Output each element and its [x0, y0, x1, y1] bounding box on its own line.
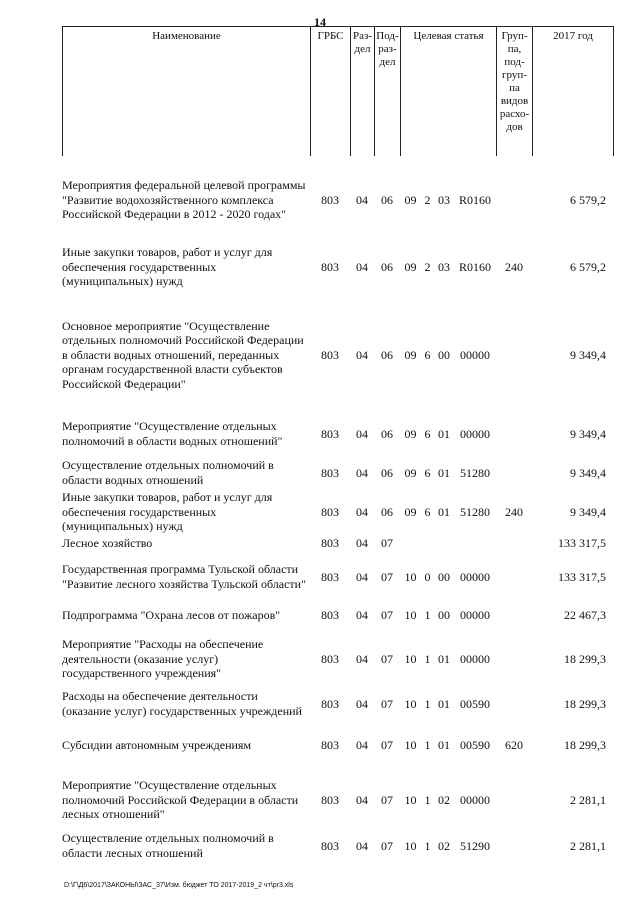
row-name: Мероприятие "Осуществление отдельных полномочий Российской Федерации в области лесных отношений": [62, 778, 299, 822]
cell-t1: 10: [404, 737, 417, 752]
cell-t2: 1: [424, 838, 431, 853]
cell-podr: 06: [381, 192, 393, 207]
row-name: Мероприятие "Расходы на обеспечение деятельности (оказание услуг) государственного учреждения": [62, 637, 264, 681]
cell-amount: 2 281,1: [570, 838, 606, 853]
row-name: Осуществление отдельных полномочий в области лесных отношений: [62, 831, 274, 860]
cell-podr: 07: [381, 569, 393, 584]
cell-t2: 2: [424, 192, 431, 207]
cell-t2: 2: [424, 259, 431, 274]
cell-amount: 9 349,4: [570, 504, 606, 519]
header-name: Наименование: [63, 27, 311, 156]
cell-grbs: 803: [321, 192, 339, 207]
row-name: Основное мероприятие "Осуществление отдельных полномочий Российской Федерации в области водных отношений, переданных органам государственной власти субъектов Российской Федерации": [62, 318, 304, 391]
cell-t4: 00000: [460, 426, 490, 441]
cell-grbs: 803: [321, 259, 339, 274]
cell-amount: 22 467,3: [564, 607, 606, 622]
row-name: Осуществление отдельных полномочий в области водных отношений: [62, 458, 274, 487]
page-number: 14: [314, 15, 326, 29]
cell-podr: 07: [381, 535, 393, 550]
cell-grbs: 803: [321, 347, 339, 362]
cell-amount: 18 299,3: [564, 737, 606, 752]
cell-t3: 01: [438, 737, 450, 752]
cell-t3: 01: [438, 465, 450, 480]
cell-t1: 10: [404, 569, 417, 584]
cell-t1: 10: [404, 792, 417, 807]
cell-t2: 6: [424, 347, 431, 362]
cell-podr: 07: [381, 737, 393, 752]
cell-razdel: 04: [356, 504, 368, 519]
table-row: [62, 637, 612, 681]
cell-grbs: 803: [321, 838, 339, 853]
cell-grbs: 803: [321, 607, 339, 622]
cell-t3: 00: [438, 607, 450, 622]
row-name: Расходы на обеспечение деятельности (оказание услуг) государственных учреждений: [62, 689, 302, 718]
row-name: Иные закупки товаров, работ и услуг для обеспечения государственных (муниципальных) нужд: [62, 490, 273, 534]
cell-t1: 09: [404, 347, 417, 362]
cell-t1: 10: [404, 651, 417, 666]
cell-t4: 51290: [460, 838, 490, 853]
table-row: [62, 417, 612, 451]
header-group: Груп- па, под- груп- па видов расхо- дов: [497, 27, 533, 156]
cell-t1: 09: [404, 259, 417, 274]
cell-vr: 240: [505, 504, 523, 519]
cell-t4: 51280: [460, 504, 490, 519]
cell-grbs: 803: [321, 569, 339, 584]
cell-grbs: 803: [321, 535, 339, 550]
cell-t3: 03: [438, 192, 450, 207]
cell-grbs: 803: [321, 504, 339, 519]
cell-t3: 01: [438, 696, 450, 711]
cell-razdel: 04: [356, 651, 368, 666]
header-year: 2017 год: [553, 30, 593, 42]
table-row: [62, 733, 612, 757]
cell-razdel: 04: [356, 192, 368, 207]
row-name: Лесное хозяйство: [62, 535, 153, 550]
cell-vr: 240: [505, 259, 523, 274]
cell-grbs: 803: [321, 465, 339, 480]
cell-amount: 6 579,2: [570, 259, 606, 274]
row-name: Государственная программа Тульской области "Развитие лесного хозяйства Тульской области": [62, 562, 306, 591]
cell-t4: 00000: [460, 607, 490, 622]
cell-t4: 00590: [460, 696, 490, 711]
cell-razdel: 04: [356, 347, 368, 362]
cell-amount: 2 281,1: [570, 792, 606, 807]
cell-t3: 00: [438, 347, 450, 362]
cell-t1: 09: [404, 192, 417, 207]
table-row: [62, 170, 612, 230]
table-header: [62, 26, 614, 156]
cell-vr: 620: [505, 737, 523, 752]
row-name: Субсидии автономным учреждениям: [62, 737, 252, 752]
cell-amount: 18 299,3: [564, 651, 606, 666]
cell-t3: 02: [438, 792, 450, 807]
cell-podr: 06: [381, 504, 393, 519]
table-row: [62, 682, 612, 726]
cell-t3: 03: [438, 259, 450, 274]
cell-amount: 9 349,4: [570, 347, 606, 362]
cell-podr: 06: [381, 465, 393, 480]
cell-grbs: 803: [321, 737, 339, 752]
cell-t4: 51280: [460, 465, 490, 480]
cell-razdel: 04: [356, 607, 368, 622]
cell-t2: 0: [424, 569, 431, 584]
table-row: [62, 603, 612, 627]
cell-t2: 6: [424, 426, 431, 441]
table-row: [62, 310, 612, 400]
cell-grbs: 803: [321, 426, 339, 441]
cell-t2: 1: [424, 737, 431, 752]
cell-t4: 00000: [460, 792, 490, 807]
table-row: [62, 771, 612, 829]
cell-t3: 02: [438, 838, 450, 853]
table-row: [62, 828, 612, 864]
cell-razdel: 04: [356, 838, 368, 853]
cell-razdel: 04: [356, 737, 368, 752]
cell-razdel: 04: [356, 465, 368, 480]
cell-t4: R0160: [458, 259, 491, 274]
cell-t4: 00000: [460, 347, 490, 362]
cell-podr: 07: [381, 792, 393, 807]
cell-razdel: 04: [356, 535, 368, 550]
cell-t2: 1: [424, 651, 431, 666]
cell-t4: 00590: [460, 737, 490, 752]
cell-t4: 00000: [460, 651, 490, 666]
cell-t1: 09: [404, 465, 417, 480]
cell-t2: 6: [424, 504, 431, 519]
cell-t1: 09: [404, 504, 417, 519]
cell-t2: 1: [424, 696, 431, 711]
cell-t3: 01: [438, 504, 450, 519]
table-row: [62, 555, 612, 599]
cell-amount: 6 579,2: [570, 192, 606, 207]
header-target: Целевая статья: [401, 27, 497, 156]
cell-grbs: 803: [321, 792, 339, 807]
header-grbs: ГРБС: [311, 27, 351, 156]
cell-t1: 09: [404, 426, 417, 441]
header-razdel: Раз- дел: [351, 27, 375, 156]
header-podrazdel: Под- раз- дел: [375, 27, 401, 156]
cell-podr: 07: [381, 607, 393, 622]
row-name: Мероприятия федеральной целевой программы "Развитие водохозяйственного комплекса Российской Федерации в 2012 - 2020 годах": [62, 178, 306, 222]
cell-razdel: 04: [356, 426, 368, 441]
cell-t2: 6: [424, 465, 431, 480]
cell-amount: 133 317,5: [558, 535, 606, 550]
cell-t1: 10: [404, 607, 417, 622]
cell-podr: 07: [381, 651, 393, 666]
cell-t2: 1: [424, 607, 431, 622]
cell-t3: 00: [438, 569, 450, 584]
cell-razdel: 04: [356, 569, 368, 584]
cell-grbs: 803: [321, 696, 339, 711]
table-row: [62, 458, 612, 488]
cell-podr: 07: [381, 838, 393, 853]
cell-amount: 9 349,4: [570, 465, 606, 480]
cell-t4: 00000: [460, 569, 490, 584]
cell-t2: 1: [424, 792, 431, 807]
cell-t3: 01: [438, 426, 450, 441]
cell-podr: 06: [381, 426, 393, 441]
cell-razdel: 04: [356, 696, 368, 711]
cell-podr: 06: [381, 347, 393, 362]
table-row: [62, 245, 612, 289]
cell-t1: 10: [404, 696, 417, 711]
row-name: Подпрограмма "Охрана лесов от пожаров": [62, 607, 281, 622]
cell-podr: 06: [381, 259, 393, 274]
file-path-footer: D:\Г\Д6\2017\ЗАКОНЫ\ЗАС_37\Изм. бюджет ТО 2017-2019_2 чт\pr3.xls: [64, 882, 294, 889]
cell-t3: 01: [438, 651, 450, 666]
row-name: Иные закупки товаров, работ и услуг для обеспечения государственных (муниципальных) нужд: [62, 245, 273, 289]
cell-grbs: 803: [321, 651, 339, 666]
cell-amount: 18 299,3: [564, 696, 606, 711]
cell-razdel: 04: [356, 259, 368, 274]
table-row: [62, 533, 612, 553]
table-row: [62, 490, 612, 534]
cell-t4: R0160: [458, 192, 491, 207]
row-name: Мероприятие "Осуществление отдельных полномочий в области водных отношений": [62, 419, 283, 448]
cell-t1: 10: [404, 838, 417, 853]
cell-amount: 9 349,4: [570, 426, 606, 441]
cell-podr: 07: [381, 696, 393, 711]
cell-razdel: 04: [356, 792, 368, 807]
cell-amount: 133 317,5: [558, 569, 606, 584]
